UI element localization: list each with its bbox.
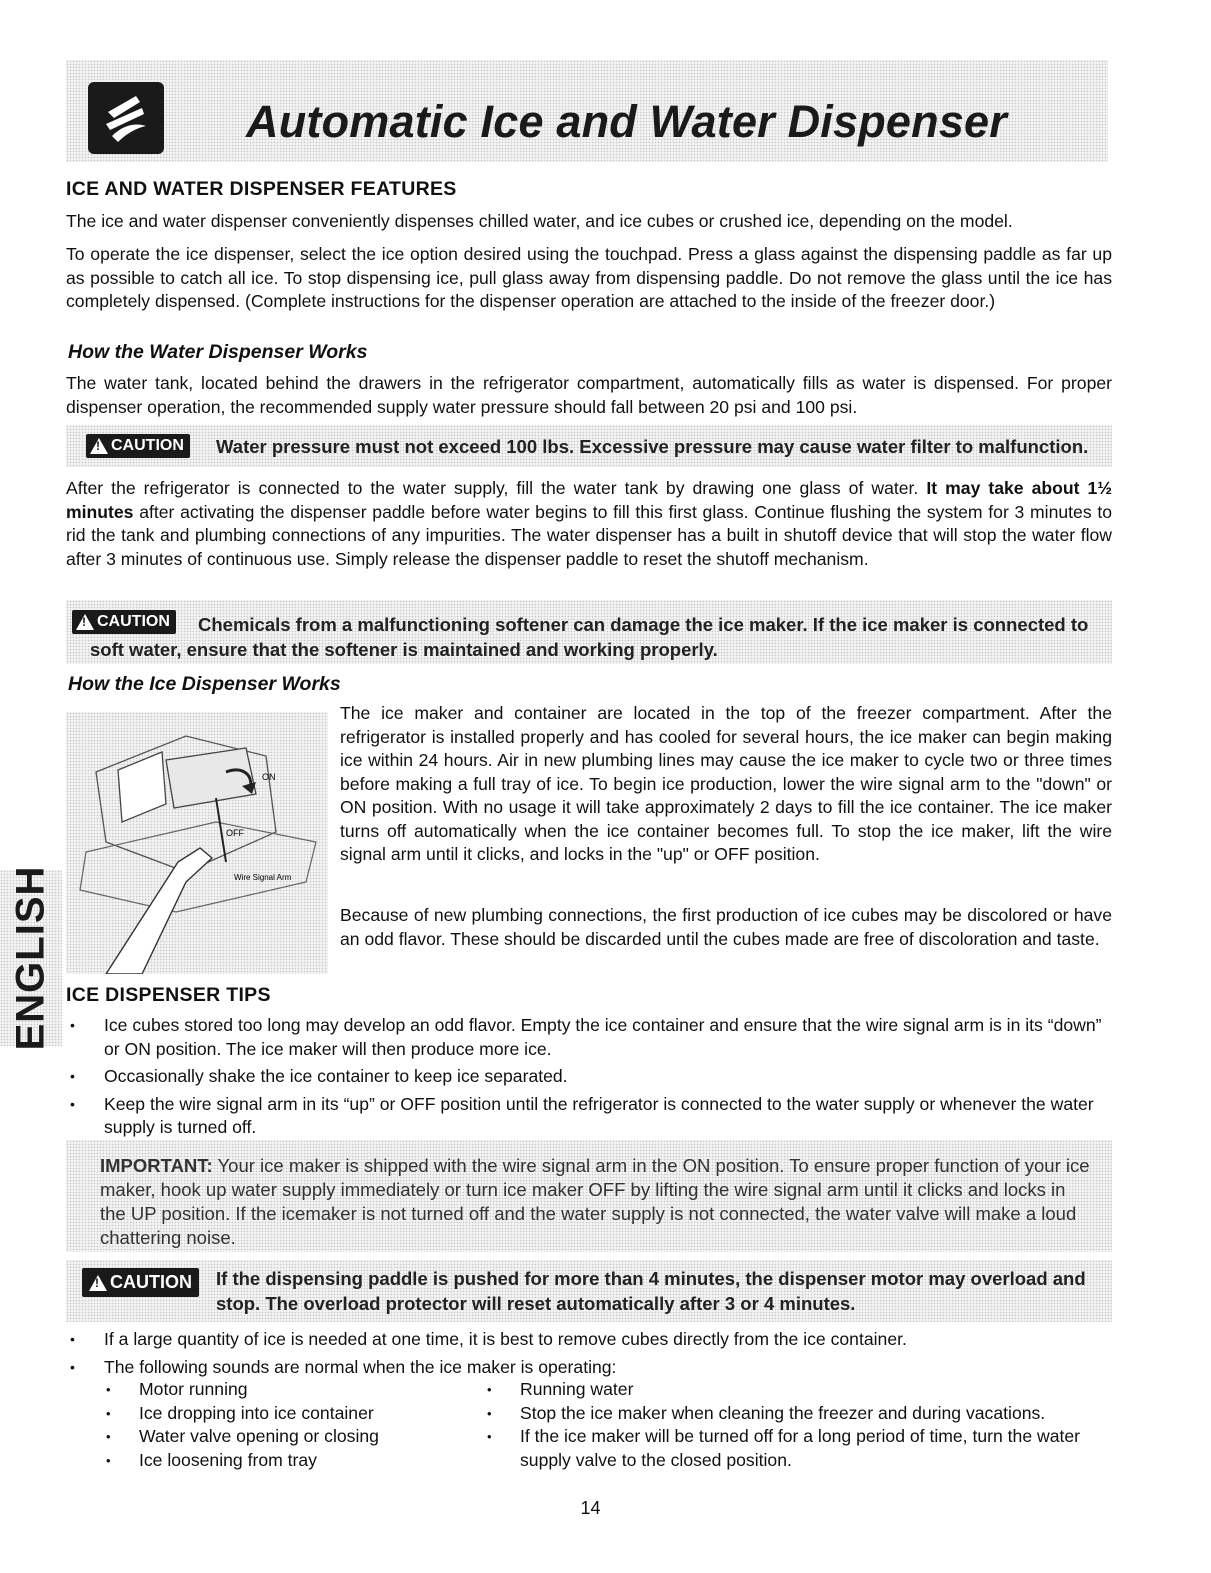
list-item: • Keep the wire signal arm in its “up” or OFF position until the refrigerator is connected to the water supply or whenever the water supply is turned off. xyxy=(66,1093,1112,1140)
ice-maker-illustration xyxy=(66,712,328,974)
features-paragraph-1: The ice and water dispenser conveniently dispenses chilled water, and ice cubes or crushed ice, depending on the model. xyxy=(66,211,1013,231)
page-number: 14 xyxy=(580,1498,601,1518)
list-item: • Ice dropping into ice container xyxy=(101,1402,461,1426)
section-heading-tips: ICE DISPENSER TIPS xyxy=(66,984,271,1006)
caution-badge-2: ! CAUTION xyxy=(72,610,176,634)
figure-label-on: ON xyxy=(262,772,276,782)
language-side-tab: ENGLISH xyxy=(0,870,62,1046)
figure-label-off: OFF xyxy=(226,828,244,838)
caution-text-2: Chemicals from a malfunctioning softener can damage the ice maker. If the ice maker is connected to soft water, ensure that the softener is maintained and working properly. xyxy=(90,614,1089,660)
caution-badge-3: ! CAUTION xyxy=(82,1268,199,1297)
list-item: • The following sounds are normal when the ice maker is operating: xyxy=(66,1356,1112,1380)
features-paragraph-2: To operate the ice dispenser, select the ice option desired using the touchpad. Press a glass against the dispensing paddle as far up as possible to catch all ice. To stop dispensing ice, pull glass away from dispensing paddle. Do not remove the glass until the ice has completely dispensed. (Complete instructions for the dispenser operation are attached to the inside of the freezer door.) xyxy=(66,244,1112,311)
normal-sounds-list-left xyxy=(101,1378,461,1472)
list-item: • If a large quantity of ice is needed at one time, it is best to remove cubes directly from the ice container. xyxy=(66,1328,1112,1352)
list-item: • Water valve opening or closing xyxy=(101,1425,461,1449)
list-item: • If the ice maker will be turned off for a long period of time, turn the water supply valve to the closed position. xyxy=(482,1425,1112,1472)
list-item: • Stop the ice maker when cleaning the freezer and during vacations. xyxy=(482,1402,1112,1426)
important-note: IMPORTANT: Your ice maker is shipped with the wire signal arm in the ON position. To ensure proper function of your ice maker, hook up water supply immediately or turn ice maker OFF by lifting the wire signal arm until it clicks and locks in the UP position. If the icemaker is not turned off and the water supply is not connected, the water valve will make a loud chattering noise. xyxy=(100,1155,1090,1248)
caution-badge-1: ! CAUTION xyxy=(86,434,190,458)
ice-paragraph-2: Because of new plumbing connections, the first production of ice cubes may be discolored or have an odd flavor. These should be discarded until the cubes made are free of discoloration and taste. xyxy=(340,905,1112,949)
warning-icon xyxy=(89,1275,107,1291)
ice-water-logo-icon xyxy=(88,82,164,154)
warning-icon xyxy=(90,438,108,454)
tips-list-2 xyxy=(66,1328,1112,1383)
list-item: • Ice cubes stored too long may develop an odd flavor. Empty the ice container and ensure that the wire signal arm is in its “down” or ON position. The ice maker will then produce more ice. xyxy=(66,1014,1112,1061)
normal-sounds-list-right xyxy=(482,1378,1112,1472)
section-heading-features: ICE AND WATER DISPENSER FEATURES xyxy=(66,178,457,200)
list-item: • Motor running xyxy=(101,1378,461,1402)
tips-list xyxy=(66,1014,1112,1144)
figure-label-arm: Wire Signal Arm xyxy=(234,873,292,882)
subheading-water-dispenser: How the Water Dispenser Works xyxy=(68,341,368,363)
caution-text-3: If the dispensing paddle is pushed for more than 4 minutes, the dispenser motor may overload and stop. The overload protector will reset automatically after 3 or 4 minutes. xyxy=(216,1268,1086,1314)
list-item: • Running water xyxy=(482,1378,1112,1402)
ice-paragraph-1: The ice maker and container are located in the top of the freezer compartment. After the refrigerator is installed properly and has cooled for several hours, the ice maker can begin making ice within 24 hours. Air in new plumbing lines may cause the ice maker to cycle two or three times before making a full tray of ice. To begin ice production, lower the wire signal arm to the "down" or ON position. With no usage it will take approximately 2 days to fill the ice container. The ice maker turns off automatically when the ice container becomes full. To stop the ice maker, lift the wire signal arm until it clicks, and locks in the "up" or OFF position. xyxy=(340,703,1112,864)
water-paragraph-1: The water tank, located behind the drawers in the refrigerator compartment, automatically fills as water is dispensed. For proper dispenser operation, the recommended supply water pressure should fall between 20 psi and 100 psi. xyxy=(66,373,1112,417)
list-item: • Ice loosening from tray xyxy=(101,1449,461,1473)
caution-text-1: Water pressure must not exceed 100 lbs. Excessive pressure may cause water filter to malfunction. xyxy=(216,436,1089,457)
list-item: • Occasionally shake the ice container to keep ice separated. xyxy=(66,1065,1112,1089)
water-paragraph-2: After the refrigerator is connected to the water supply, fill the water tank by drawing one glass of water. It may take about 1½ minutes after activating the dispenser paddle before water begins to fill this first glass. Continue flushing the system for 3 minutes to rid the tank and plumbing connections of any impurities. The water dispenser has a built in shutoff device that will stop the water flow after 3 minutes of continuous use. Simply release the dispenser paddle to reset the shutoff mechanism. xyxy=(66,478,1113,569)
page-title: Automatic Ice and Water Dispenser xyxy=(246,96,1007,147)
subheading-ice-dispenser: How the Ice Dispenser Works xyxy=(68,673,341,695)
